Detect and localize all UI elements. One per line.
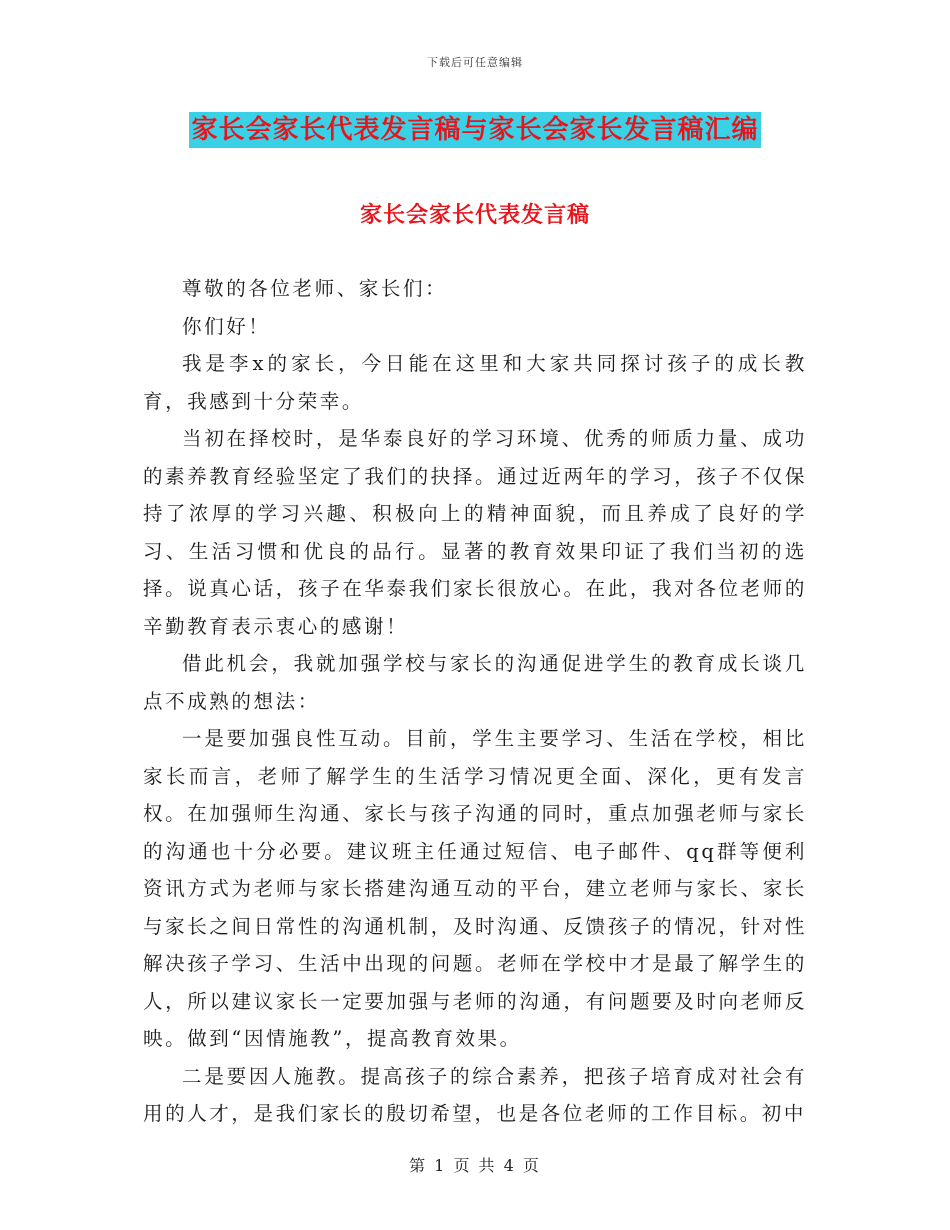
paragraph-intro: 我是李x的家长，今日能在这里和大家共同探讨孩子的成长教育，我感到十分荣幸。 — [143, 352, 807, 413]
paragraph-suggestions-intro: 借此机会，我就加强学校与家长的沟通促进学生的教育成长谈几点不成熟的想法： — [143, 652, 807, 713]
paragraph-point-two: 二是要因人施教。提高孩子的综合素养，把孩子培育成对社会有用的人才，是我们家长的殷切希望，也是各位老师的工作目标。初中 — [143, 1064, 807, 1125]
salutation: 尊敬的各位老师、家长们： — [182, 277, 448, 300]
paragraph-school-choice: 当初在择校时，是华泰良好的学习环境、优秀的师质力量、成功的素养教育经验坚定了我们的抉择。通过近两年的学习，孩子不仅保持了浓厚的学习兴趣、积极向上的精神面貌，而且养成了良好的学习、生活习惯和优良的品行。显著的教育效果印证了我们当初的选择。说真心话，孩子在华泰我们家长很放心。在此，我对各位老师的辛勤教育表示衷心的感谢！ — [143, 427, 807, 638]
page-footer: 第 1 页 共 4 页 — [409, 1156, 541, 1175]
main-title-container — [0, 112, 950, 148]
header-note: 下载后可任意编辑 — [427, 56, 523, 69]
greeting: 你们好！ — [182, 314, 271, 338]
document-body — [143, 218, 807, 1133]
main-title: 家长会家长代表发言稿与家长会家长发言稿汇编 — [189, 112, 760, 148]
section-title: 家长会家长代表发言稿 — [359, 203, 590, 228]
paragraph-point-one: 一是要加强良性互动。目前，学生主要学习、生活在学校，相比家长而言，老师了解学生的生活学习情况更全面、深化，更有发言权。在加强师生沟通、家长与孩子沟通的同时，重点加强老师与家长的沟通也十分必要。建议班主任通过短信、电子邮件、qq群等便利资讯方式为老师与家长搭建沟通互动的平台，建立老师与家长、家长与家长之间日常性的沟通机制，及时沟通、反馈孩子的情况，针对性解决孩子学习、生活中出现的问题。老师在学校中才是最了解学生的人，所以建议家长一定要加强与老师的沟通，有问题要及时向老师反映。做到“因情施教”，提高教育效果。 — [143, 727, 807, 1050]
